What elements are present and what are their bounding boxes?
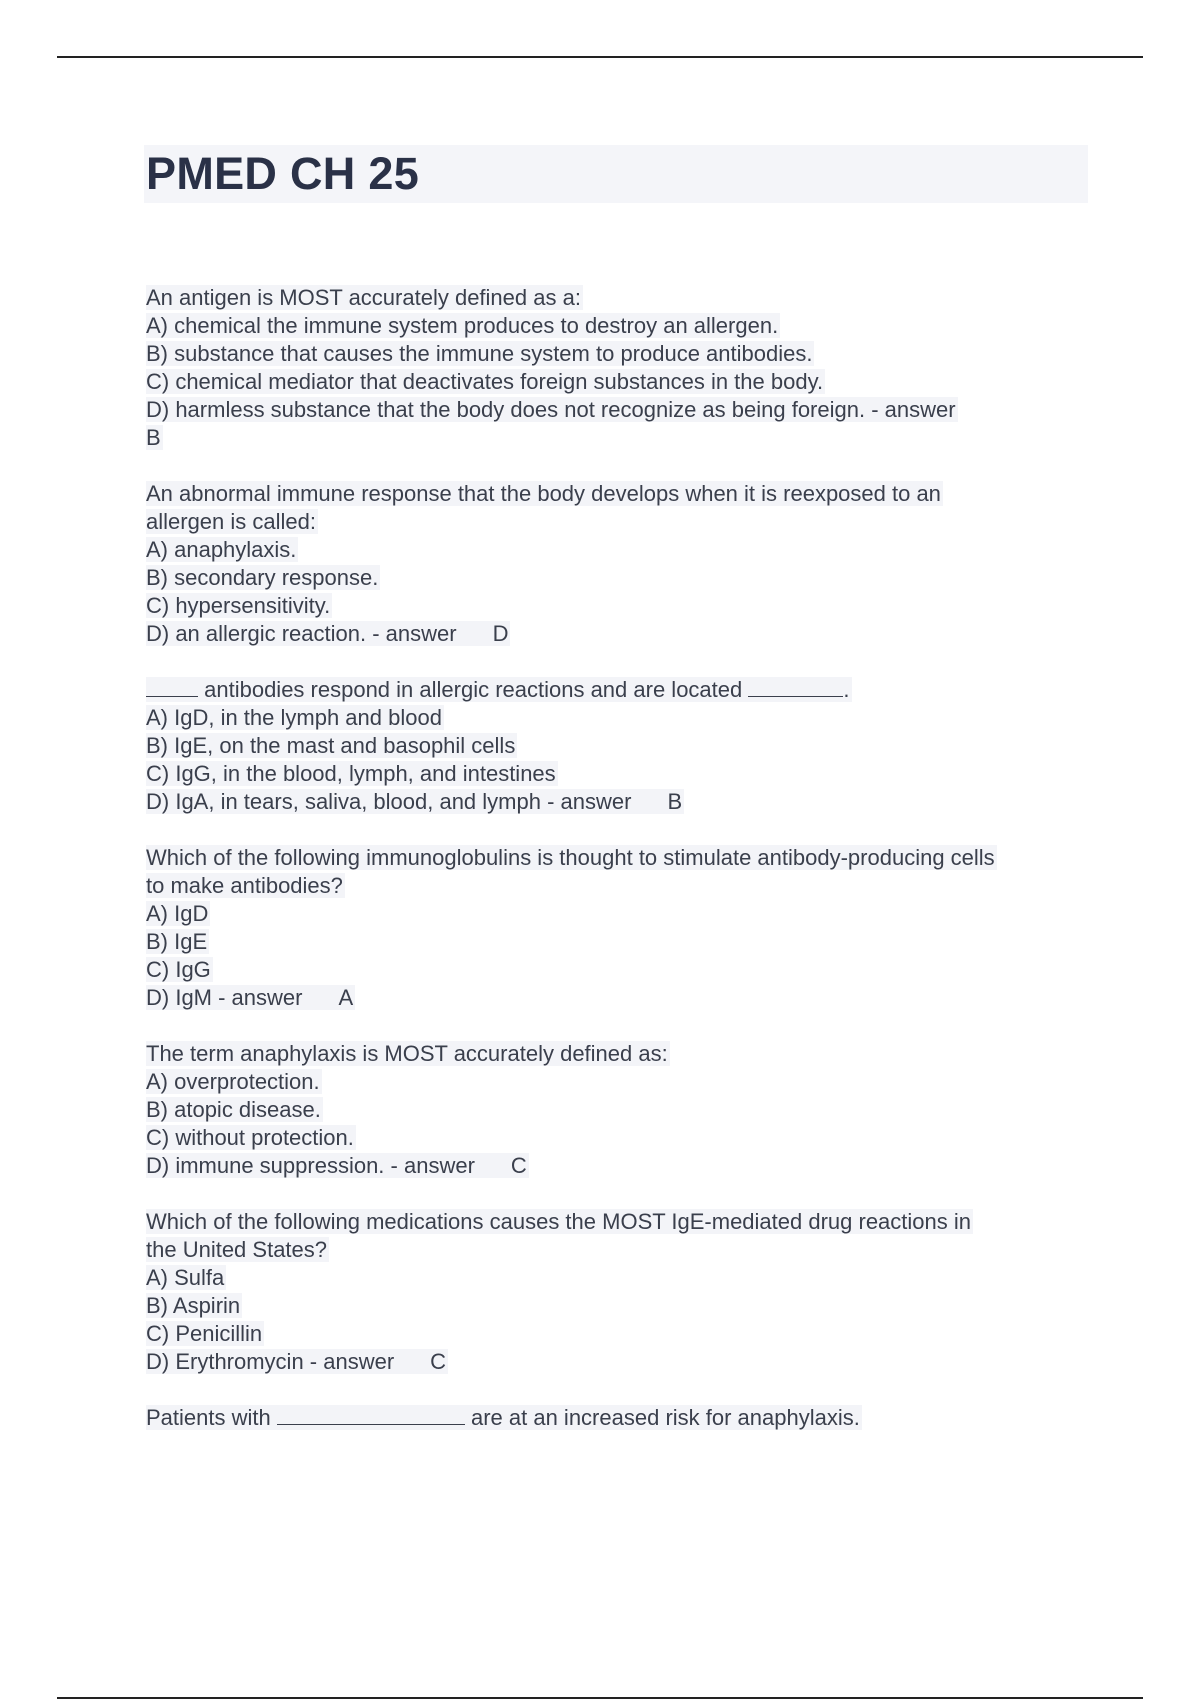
question-stem: Patients with are at an increased risk for anaphylaxis. [146, 1405, 860, 1430]
option-a: A) anaphylaxis. [146, 537, 297, 562]
question-stem: antibodies respond in allergic reactions and are located . [146, 676, 1086, 704]
option-d: D) IgA, in tears, saliva, blood, and lymph - answer B [146, 789, 683, 814]
answer-letter: B [667, 789, 683, 814]
option-c: C) without protection. [146, 1125, 354, 1150]
answer-letter: D [492, 621, 509, 646]
bottom-rule [57, 1697, 1143, 1699]
question-stem-continued: the United States? [146, 1237, 328, 1262]
option-c: C) hypersensitivity. [146, 593, 331, 618]
question-4 [146, 844, 1086, 1012]
option-d: D) harmless substance that the body does not recognize as being foreign. - answer [146, 397, 956, 422]
option-d: D) Erythromycin - answer C [146, 1349, 447, 1374]
option-c: C) IgG [146, 957, 211, 982]
option-a: A) overprotection. [146, 1069, 320, 1094]
question-list [146, 284, 1086, 1460]
page-title: PMED CH 25 [146, 148, 420, 199]
option-c: C) IgG, in the blood, lymph, and intestines [146, 761, 556, 786]
fill-in-blank [277, 1404, 465, 1425]
question-5 [146, 1040, 1086, 1180]
question-3 [146, 676, 1086, 816]
fill-in-blank [146, 676, 198, 697]
option-b: B) IgE [146, 929, 208, 954]
fill-in-blank [748, 676, 843, 697]
answer-letter: C [510, 1153, 527, 1178]
question-stem: An antigen is MOST accurately defined as a: [146, 285, 581, 310]
option-d: D) IgM - answer A [146, 985, 354, 1010]
question-stem-continued: allergen is called: [146, 509, 316, 534]
question-stem: Which of the following medications causes the MOST IgE-mediated drug reactions in [146, 1209, 971, 1234]
option-c: C) Penicillin [146, 1321, 263, 1346]
question-stem: An abnormal immune response that the body develops when it is reexposed to an [146, 481, 941, 506]
option-b: B) IgE, on the mast and basophil cells [146, 733, 516, 758]
question-2 [146, 480, 1086, 648]
option-b: B) substance that causes the immune system to produce antibodies. [146, 341, 813, 366]
question-stem: The term anaphylaxis is MOST accurately defined as: [146, 1041, 668, 1066]
option-a: A) Sulfa [146, 1265, 225, 1290]
answer-letter: A [338, 985, 354, 1010]
option-a: A) IgD [146, 901, 209, 926]
option-d: D) immune suppression. - answer C [146, 1153, 527, 1178]
top-rule [57, 56, 1143, 58]
option-b: B) Aspirin [146, 1293, 241, 1318]
question-6 [146, 1208, 1086, 1376]
option-a: A) IgD, in the lymph and blood [146, 705, 442, 730]
answer-letter: C [430, 1349, 447, 1374]
option-b: B) secondary response. [146, 565, 379, 590]
option-d: D) an allergic reaction. - answer D [146, 621, 509, 646]
option-a: A) chemical the immune system produces to destroy an allergen. [146, 313, 779, 338]
option-c: C) chemical mediator that deactivates foreign substances in the body. [146, 369, 824, 394]
answer-letter: B [146, 425, 161, 450]
question-1 [146, 284, 1086, 452]
question-stem-continued: to make antibodies? [146, 873, 343, 898]
question-stem: Which of the following immunoglobulins is thought to stimulate antibody-producing cells [146, 845, 995, 870]
option-b: B) atopic disease. [146, 1097, 321, 1122]
question-7 [146, 1404, 1086, 1432]
